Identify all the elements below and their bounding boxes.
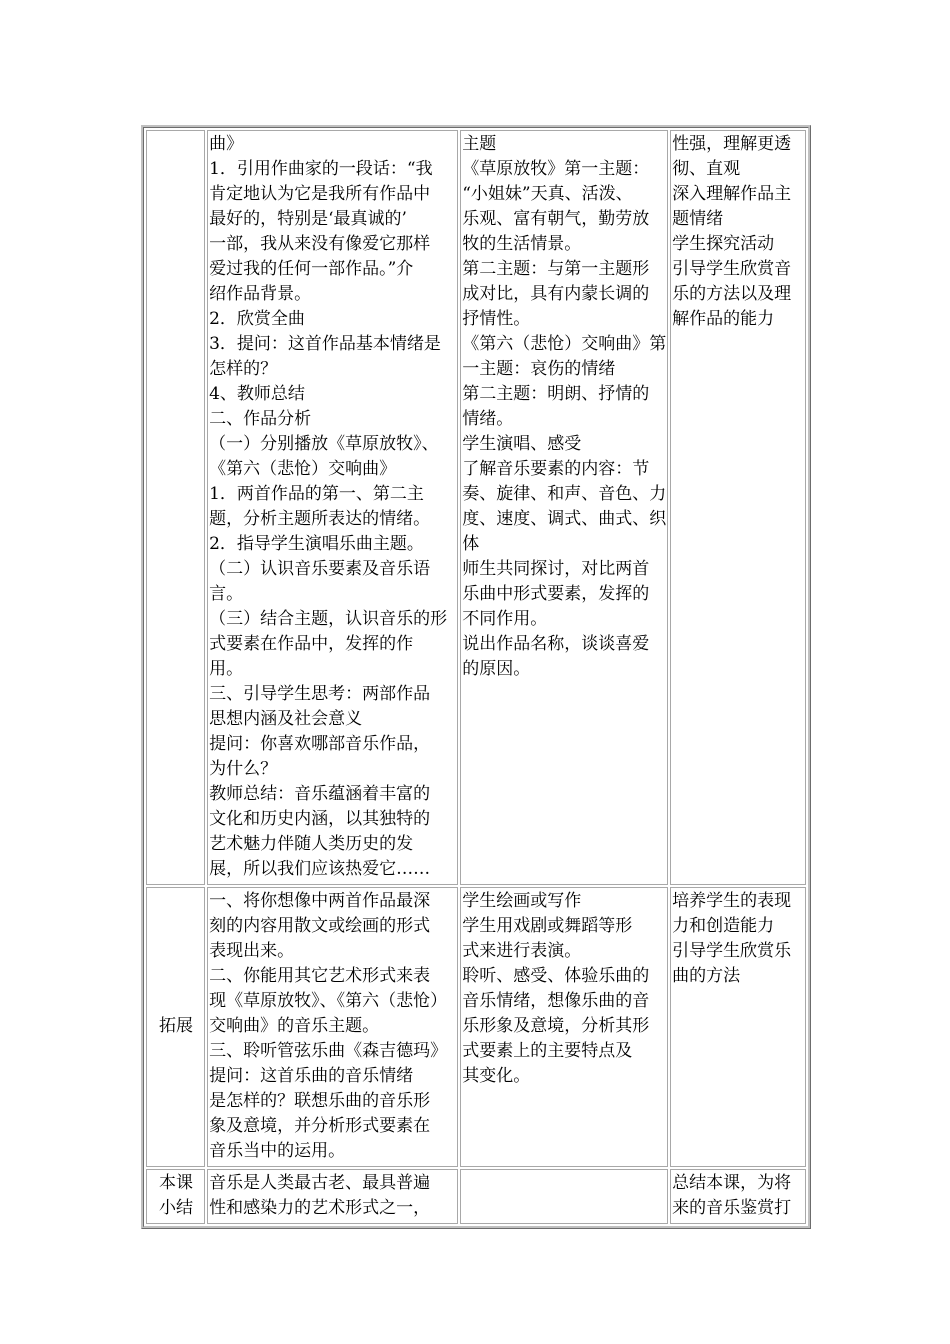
text-line: 乐曲中形式要素，发挥的 — [462, 584, 650, 604]
text-line: 2．欣赏全曲 — [209, 309, 305, 329]
text-line: 解作品的能力 — [672, 309, 775, 329]
text-line: 思想内涵及社会意义 — [209, 709, 363, 729]
text-line: （三）结合主题，认识音乐的形 — [209, 609, 448, 629]
text-line: 了解音乐要素的内容：节 — [462, 459, 650, 479]
text-line: 交响曲》的音乐主题。 — [209, 1016, 380, 1036]
lesson-plan-table — [141, 125, 811, 1229]
text-line: 引导学生欣赏音 — [672, 259, 792, 279]
text-line: 提问：你喜欢哪部音乐作品， — [209, 734, 431, 754]
text-line: 音乐当中的运用。 — [209, 1141, 346, 1161]
student-activity-cell — [460, 1169, 668, 1224]
stage-cell — [146, 130, 205, 885]
text-line: 《草原放牧》第一主题： — [462, 159, 650, 179]
text-line: 1．引用作曲家的一段话：“我 — [209, 159, 433, 179]
text-line: 曲》 — [209, 134, 244, 154]
text-line: 为什么？ — [209, 759, 278, 779]
text-line: 肯定地认为它是我所有作品中 — [209, 184, 431, 204]
text-line: 式要素上的主要特点及 — [462, 1041, 633, 1061]
text-line: （二）认识音乐要素及音乐语 — [209, 559, 431, 579]
text-line: 学生绘画或写作 — [462, 891, 582, 911]
text-line: 的原因。 — [462, 659, 531, 679]
text-line: 本课 — [159, 1173, 194, 1193]
text-line: 教师总结：音乐蕴涵着丰富的 — [209, 784, 431, 804]
text-line: 艺术魅力伴随人类历史的发 — [209, 834, 414, 854]
text-line: 1．两首作品的第一、第二主 — [209, 484, 424, 504]
teacher-activity-cell — [207, 887, 458, 1167]
text-line: 引导学生欣赏乐 — [672, 941, 792, 961]
text-line: 培养学生的表现 — [672, 891, 792, 911]
text-line: 《第六（悲怆）交响曲》第 — [462, 334, 667, 354]
design-intent-cell — [670, 130, 806, 885]
text-line: 第二主题：明朗、抒情的 — [462, 384, 650, 404]
text-line: 小结 — [159, 1198, 194, 1218]
text-line: 牧的生活情景。 — [462, 234, 582, 254]
text-line: 说出作品名称，谈谈喜爱 — [462, 634, 650, 654]
text-line: 二、作品分析 — [209, 409, 312, 429]
text-line: 成对比，具有内蒙长调的 — [462, 284, 650, 304]
text-line: 力和创造能力 — [672, 916, 775, 936]
text-line: 象及意境，并分析形式要素在 — [209, 1116, 431, 1136]
text-line: 情绪。 — [462, 409, 514, 429]
text-line: 音乐是人类最古老、最具普遍 — [209, 1173, 431, 1193]
text-line: 学生演唱、感受 — [462, 434, 582, 454]
text-line: 来的音乐鉴赏打 — [672, 1198, 792, 1218]
table-row — [146, 130, 806, 885]
text-line: 3．提问：这首作品基本情绪是 — [209, 334, 441, 354]
text-line: 一主题：哀伤的情绪 — [462, 359, 616, 379]
text-line: 师生共同探讨，对比两首 — [462, 559, 650, 579]
text-line: 主题 — [462, 134, 497, 154]
text-line: 是怎样的？联想乐曲的音乐形 — [209, 1091, 431, 1111]
design-intent-cell — [670, 1169, 806, 1224]
text-line: 一部，我从来没有像爱它那样 — [209, 234, 431, 254]
text-line: 其变化。 — [462, 1066, 531, 1086]
text-line: 性和感染力的艺术形式之一， — [209, 1198, 431, 1218]
text-line: 题，分析主题所表达的情绪。 — [209, 509, 431, 529]
text-line: 聆听、感受、体验乐曲的 — [462, 966, 650, 986]
text-line: 刻的内容用散文或绘画的形式 — [209, 916, 431, 936]
text-line: 彻、直观 — [672, 159, 741, 179]
text-line: “小姐妹”天真、活泼、 — [462, 184, 633, 204]
text-line: 《第六（悲怆）交响曲》 — [209, 459, 397, 479]
text-line: （一）分别播放《草原放牧》、 — [209, 434, 439, 454]
text-line: 乐观、富有朝气，勤劳放 — [462, 209, 650, 229]
text-line: 曲的方法 — [672, 966, 741, 986]
text-line: 度、速度、调式、曲式、织 — [462, 509, 667, 529]
text-line: 学生用戏剧或舞蹈等形 — [462, 916, 633, 936]
text-line: 式要素在作品中，发挥的作 — [209, 634, 414, 654]
text-line: 用。 — [209, 659, 244, 679]
stage-cell — [146, 887, 205, 1167]
teacher-activity-cell — [207, 130, 458, 885]
text-line: 性强，理解更透 — [672, 134, 792, 154]
text-line: 爱过我的任何一部作品。”介 — [209, 259, 414, 279]
text-line: 乐的方法以及理 — [672, 284, 792, 304]
text-line: 第二主题：与第一主题形 — [462, 259, 650, 279]
text-line: 文化和历史内涵，以其独特的 — [209, 809, 431, 829]
table-row — [146, 887, 806, 1167]
text-line: 提问：这首乐曲的音乐情绪 — [209, 1066, 414, 1086]
table-grid — [144, 128, 808, 1226]
text-line: 三、引导学生思考：两部作品 — [209, 684, 431, 704]
text-line: 2．指导学生演唱乐曲主题。 — [209, 534, 424, 554]
text-line: 音乐情绪，想像乐曲的音 — [462, 991, 650, 1011]
stage-cell — [146, 1169, 205, 1224]
stage-label: 拓展 — [159, 1016, 194, 1036]
text-line: 抒情性。 — [462, 309, 531, 329]
text-line: 式来进行表演。 — [462, 941, 582, 961]
text-line: 二、你能用其它艺术形式来表 — [209, 966, 431, 986]
text-line: 言。 — [209, 584, 244, 604]
text-line: 展，所以我们应该热爱它…… — [209, 859, 431, 879]
text-line: 题情绪 — [672, 209, 724, 229]
text-line: 绍作品背景。 — [209, 284, 312, 304]
student-activity-cell — [460, 130, 668, 885]
text-line: 三、聆听管弦乐曲《森吉德玛》 — [209, 1041, 448, 1061]
text-line: 现《草原放牧》、《第六（悲怆） — [209, 991, 448, 1011]
text-line: 学生探究活动 — [672, 234, 775, 254]
text-line: 4、教师总结 — [209, 384, 305, 404]
text-line: 乐形象及意境，分析其形 — [462, 1016, 650, 1036]
text-line: 体 — [462, 534, 480, 554]
text-line: 怎样的？ — [209, 359, 278, 379]
text-line: 奏、旋律、和声、音色、力 — [462, 484, 667, 504]
text-line: 一、将你想像中两首作品最深 — [209, 891, 431, 911]
teacher-activity-cell — [207, 1169, 458, 1224]
student-activity-cell — [460, 887, 668, 1167]
design-intent-cell — [670, 887, 806, 1167]
table-row — [146, 1169, 806, 1224]
text-line: 表现出来。 — [209, 941, 295, 961]
text-line: 不同作用。 — [462, 609, 548, 629]
text-line: 总结本课，为将 — [672, 1173, 792, 1193]
text-line: 最好的，特别是‘最真诚的’ — [209, 209, 407, 229]
text-line: 深入理解作品主 — [672, 184, 792, 204]
